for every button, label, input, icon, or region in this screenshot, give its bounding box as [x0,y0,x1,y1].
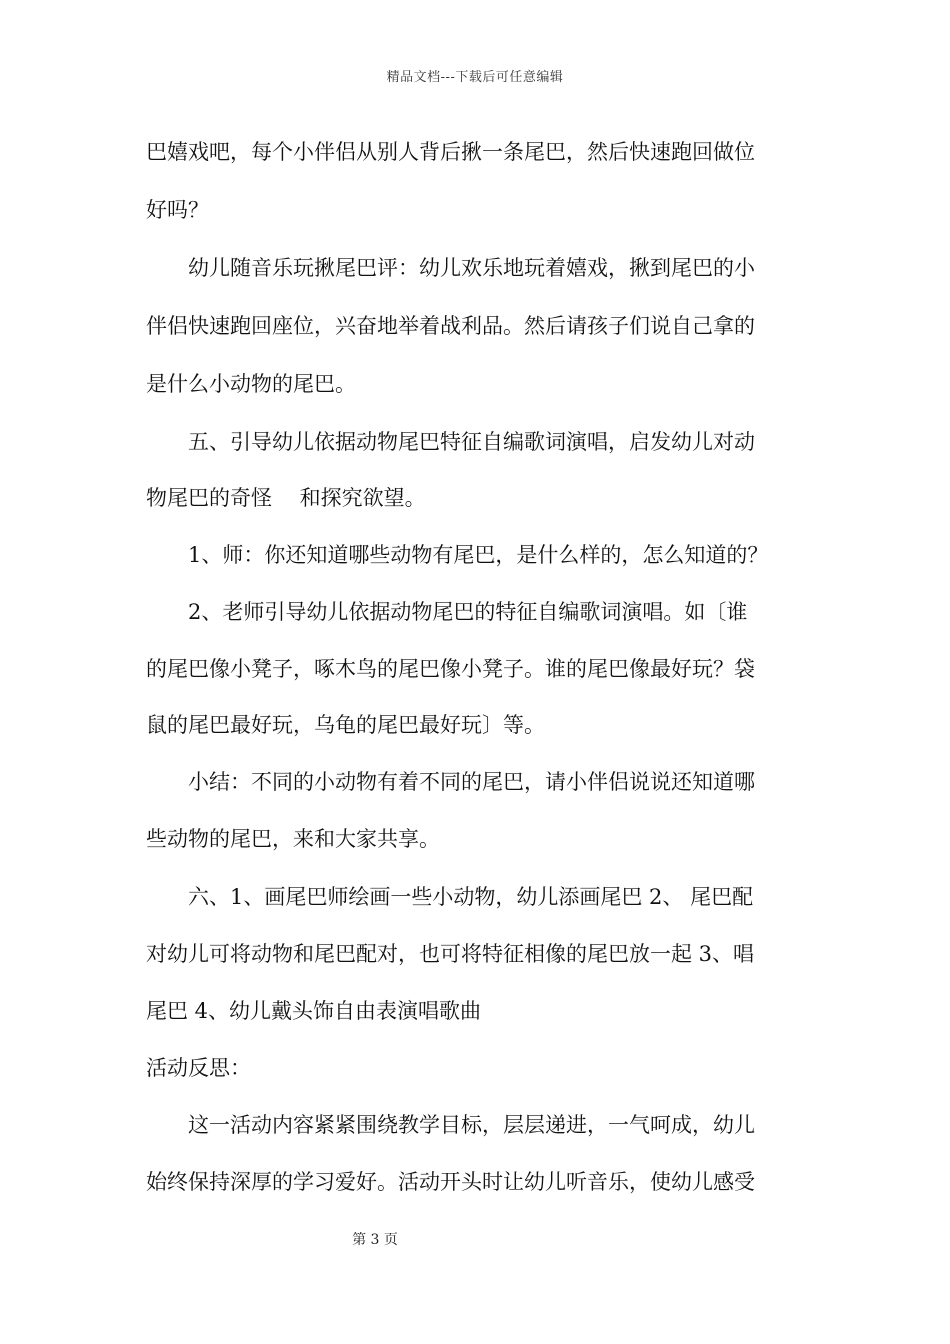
body-line-19: 始终保持深厚的学习爱好。活动开头时让幼儿听音乐，使幼儿感受 [146,1170,755,1194]
body-line-13: 些动物的尾巴，来和大家共享。 [146,827,440,851]
body-line-1: 巴嬉戏吧，每个小伴侣从别人背后揪一条尾巴，然后快速跑回做位 [146,140,755,164]
body-line-2: 好吗？ [146,198,209,222]
body-line-5: 是什么小动物的尾巴。 [146,372,356,396]
body-line-18: 这一活动内容紧紧围绕教学目标，层层递进，一气呵成，幼儿 [146,1113,755,1137]
page-number: 第 3 页 [352,1232,398,1248]
body-line-14: 六、1、画尾巴师绘画一些小动物，幼儿添画尾巴 2、 尾巴配 [146,885,754,909]
body-line-15: 对幼儿可将动物和尾巴配对，也可将特征相像的尾巴放一起 3、唱 [146,942,755,966]
body-line-7: 物尾巴的奇怪 和探究欲望。 [146,486,426,510]
body-line-8: 1、师：你还知道哪些动物有尾巴，是什么样的，怎么知道的？ [146,543,769,567]
body-line-16: 尾巴 4、幼儿戴头饰自由表演唱歌曲 [146,999,482,1023]
body-line-9: 2、老师引导幼儿依据动物尾巴的特征自编歌词演唱。如〔谁 [146,600,748,624]
page-header: 精品文档---下载后可任意编辑 [386,70,564,85]
body-line-12: 小结：不同的小动物有着不同的尾巴，请小伴侣说说还知道哪 [146,770,755,794]
body-line-10: 的尾巴像小凳子，啄木鸟的尾巴像小凳子。谁的尾巴像最好玩？袋 [146,657,755,681]
body-line-4: 伴侣快速跑回座位，兴奋地举着战利品。然后请孩子们说自己拿的 [146,314,755,338]
body-line-3: 幼儿随音乐玩揪尾巴评：幼儿欢乐地玩着嬉戏，揪到尾巴的小 [146,256,755,280]
body-line-6: 五、引导幼儿依据动物尾巴特征自编歌词演唱，启发幼儿对动 [146,430,755,454]
body-line-11: 鼠的尾巴最好玩，乌龟的尾巴最好玩〕等。 [146,713,545,737]
section-heading-reflection: 活动反思： [146,1056,251,1080]
